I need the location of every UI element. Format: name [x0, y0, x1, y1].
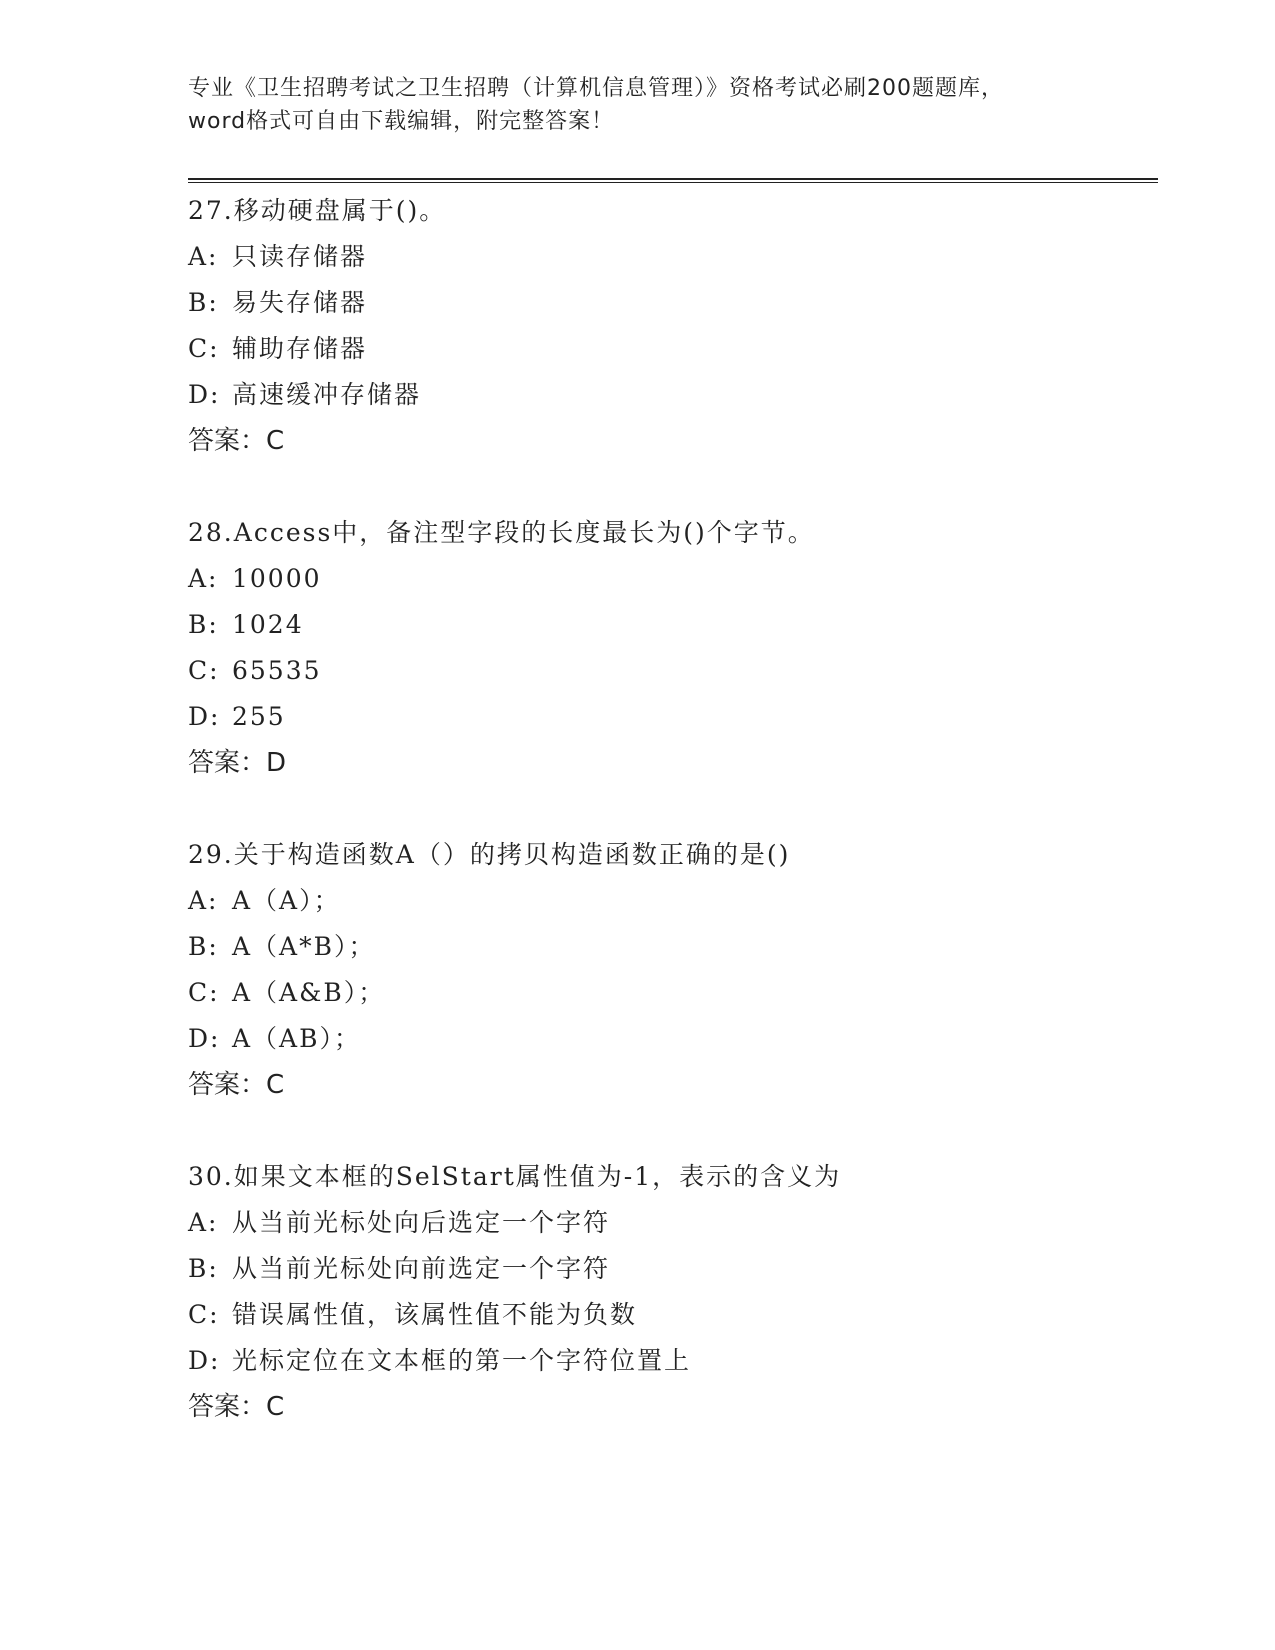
option-text: A（A&B）；: [232, 978, 386, 1007]
option-d: [188, 694, 1158, 740]
option-d: [188, 1016, 1158, 1062]
option-text: 255: [232, 702, 286, 731]
option-text: 从当前光标处向前选定一个字符: [232, 1254, 611, 1283]
option-key: B:: [188, 1254, 219, 1283]
option-text: 10000: [232, 564, 322, 593]
option-b: [188, 602, 1158, 648]
option-b: [188, 924, 1158, 970]
option-d: [188, 1338, 1158, 1384]
question-text: 29.关于构造函数A（）的拷贝构造函数正确的是(): [188, 840, 791, 869]
option-text: 从当前光标处向后选定一个字符: [232, 1208, 611, 1237]
option-a: [188, 556, 1158, 602]
document-header: [188, 72, 1088, 138]
option-text: 只读存储器: [232, 242, 368, 271]
option-a: [188, 878, 1158, 924]
option-key: D:: [188, 702, 221, 731]
question-28: [188, 510, 1158, 786]
option-key: D:: [188, 1346, 221, 1375]
option-text: 易失存储器: [232, 288, 368, 317]
answer-text: 答案：C: [188, 1392, 285, 1422]
question-27: [188, 188, 1158, 464]
option-key: B:: [188, 288, 219, 317]
question-30: [188, 1154, 1158, 1430]
option-key: A:: [188, 242, 219, 271]
option-text: 1024: [232, 610, 304, 639]
option-c: [188, 326, 1158, 372]
option-key: A:: [188, 564, 219, 593]
option-a: [188, 234, 1158, 280]
answer-text: 答案：C: [188, 1070, 285, 1100]
question-29: [188, 832, 1158, 1108]
option-key: C:: [188, 978, 220, 1007]
option-key: A:: [188, 886, 219, 915]
option-key: B:: [188, 610, 219, 639]
question-text: 28.Access中，备注型字段的长度最长为()个字节。: [188, 518, 815, 547]
option-c: [188, 1292, 1158, 1338]
option-c: [188, 648, 1158, 694]
option-a: [188, 1200, 1158, 1246]
option-text: A（A）；: [232, 886, 341, 915]
question-text: 27.移动硬盘属于()。: [188, 196, 447, 225]
option-b: [188, 280, 1158, 326]
answer-text: 答案：C: [188, 426, 285, 456]
option-text: 65535: [232, 656, 322, 685]
header-line-1: 专业《卫生招聘考试之卫生招聘（计算机信息管理）》资格考试必刷200题题库，: [188, 76, 1004, 101]
header-line-2: word格式可自由下载编辑，附完整答案！: [188, 109, 615, 134]
option-key: C:: [188, 1300, 220, 1329]
option-text: A（A*B）；: [232, 932, 376, 961]
option-text: 光标定位在文本框的第一个字符位置上: [232, 1346, 692, 1375]
option-text: 高速缓冲存储器: [232, 380, 422, 409]
option-key: C:: [188, 656, 220, 685]
option-key: D:: [188, 380, 221, 409]
option-c: [188, 970, 1158, 1016]
option-key: B:: [188, 932, 219, 961]
option-text: A（AB）；: [232, 1024, 361, 1053]
header-divider: [188, 178, 1158, 183]
option-d: [188, 372, 1158, 418]
option-text: 辅助存储器: [232, 334, 368, 363]
option-b: [188, 1246, 1158, 1292]
question-list: [188, 188, 1158, 1476]
option-key: D:: [188, 1024, 221, 1053]
option-key: C:: [188, 334, 220, 363]
question-text: 30.如果文本框的SelStart属性值为-1，表示的含义为: [188, 1162, 842, 1191]
answer-text: 答案：D: [188, 748, 287, 778]
option-text: 错误属性值，该属性值不能为负数: [232, 1300, 638, 1329]
option-key: A:: [188, 1208, 219, 1237]
